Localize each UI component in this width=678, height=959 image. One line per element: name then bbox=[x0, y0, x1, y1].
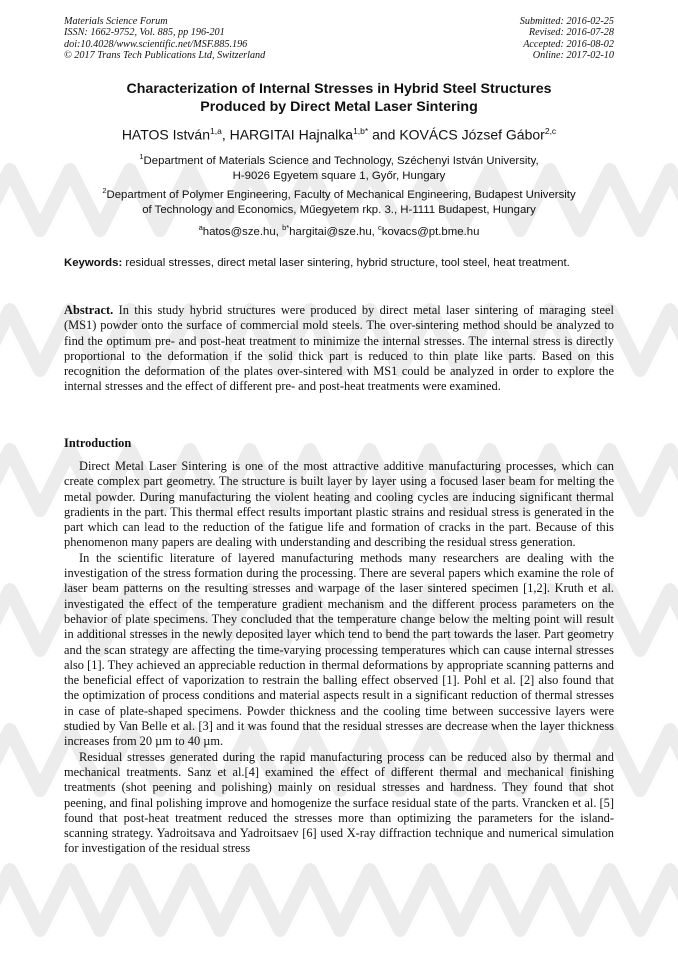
author-separator: and bbox=[368, 126, 400, 143]
keywords-label: Keywords: bbox=[64, 257, 123, 269]
author-name: HARGITAI Hajnalka bbox=[229, 126, 354, 143]
submission-dates bbox=[520, 16, 614, 62]
abstract bbox=[64, 303, 618, 395]
affiliation-number: 1 bbox=[139, 152, 144, 161]
keywords-text: residual stresses, direct metal laser sintering, hybrid structure, tool steel, heat treatment. bbox=[122, 257, 570, 269]
author-emails: $^a$hatos@sze.hu, $^{b*}$hargitai@sze.hu, $^c$kovacs@pt.bme.hu bbox=[198, 223, 480, 238]
author-list bbox=[64, 122, 614, 144]
abstract-label: Abstract. bbox=[64, 303, 114, 317]
author-name: KOVÁCS József Gábor bbox=[399, 126, 545, 143]
body-paragraph: Direct Metal Laser Sintering is one of the most attractive additive manufacturing processes, which can create complex part geometry. The structure is built layer by layer using a focused laser beam for melting the metal powder. During manufacturing the violent heating and cooling cycles are inducing significant thermal gradients in the part. This thermal effect results important plastic strains and residual stress is generated in the part which can lead to the reduction of the fatigue life and formation of cracks in the part. Because of this phenomenon many papers are dealing with understanding and describing the residual stress generation. bbox=[64, 459, 614, 550]
affiliation-number: 2 bbox=[102, 186, 107, 195]
email-sup: b* bbox=[282, 223, 290, 232]
email-link[interactable]: hargitai@sze.hu bbox=[289, 225, 372, 238]
author-affiliation-sup: 2,c bbox=[544, 126, 557, 136]
journal-doi: doi:10.4028/www.scientific.net/MSF.885.196 bbox=[64, 38, 248, 50]
affiliation-2 bbox=[64, 183, 614, 218]
author-separator: , bbox=[221, 126, 230, 143]
journal-info bbox=[64, 16, 265, 62]
journal-name: Materials Science Forum bbox=[64, 16, 168, 27]
introduction-body bbox=[64, 459, 614, 857]
author-affiliation-sup: 1,a bbox=[210, 126, 222, 136]
date-online: Online: 2017-02-10 bbox=[532, 50, 614, 62]
journal-issn: ISSN: 1662-9752, Vol. 885, pp 196-201 bbox=[64, 27, 225, 39]
date-accepted: Accepted: 2016-08-02 bbox=[523, 38, 614, 50]
paper-title bbox=[64, 80, 614, 116]
affiliation-address: H-9026 Egyetem square 1, Győr, Hungary bbox=[232, 169, 446, 182]
body-paragraph: In the scientific literature of layered manufacturing methods many researchers are dealing with the investigation of the stress formation during the processing. There are several papers which examine the role of laser beam patterns on the resulting stresses and warpage of the laser sintered specimen [1,2]. Kruth et al. investigated the effect of the temperature gradient mechanism and the different process parameters on the behavior of plate specimens. They concluded that the temperature change below the melting point will result in additional stresses in the newly deposited layer which tend to bend the part towards the laser. Part geometry and the scan strategy are affecting the time-varying processing temperatures which can cause internal stresses also [1]. They achieved an appreciable reduction in thermal deformations by appropriate scanning patterns and the beneficial effect of vaporization to restrain the balling effect observed [1]. Pohl et al. [2] also found that the optimization of process conditions and material aspects result in a significant reduction of thermal stresses in case of plate-shaped specimens. Powder thickness and the cooling time between successive layers were studied by Van Belle et al. [3] and it was found that the residual stresses are decrease when the layer thickness increases from 20 µm to 40 µm. bbox=[64, 550, 614, 749]
title-line-1: Characterization of Internal Stresses in Hybrid Steel Structures bbox=[126, 81, 552, 97]
section-heading-introduction: Introduction bbox=[64, 436, 132, 450]
email-link[interactable]: hatos@sze.hu bbox=[202, 225, 276, 238]
email-sup: c bbox=[378, 223, 382, 232]
title-line-2: Produced by Direct Metal Laser Sintering bbox=[200, 99, 478, 115]
abstract-text: In this study hybrid structures were produced by direct metal laser sintering of maraging steel (MS1) powder onto the surface of commercial mold steels. The over-sintering method should be analyzed to find the optimum pre- and post-heat treatment to minimize the internal stresses. The internal stress is directly proportional to the deformation if the solid thick part is reduced to thin plate like parts. Based on this recognition the deformation of the plates over-sintered with MS1 could be analyzed in order to explore the internal stresses and the effect of different pre- and post-heat treatments were examined. bbox=[64, 303, 618, 394]
body-paragraph: Residual stresses generated during the rapid manufacturing process can be reduced also by thermal and mechanical treatments. Sanz et al.[4] examined the effect of different thermal and mechanical finishing treatments (shot peening and polishing) mainly on residual stresses and hardness. They found that shot peening, and final polishing improve and homogenize the surface residual state of the parts. Vrancken et al. [5] found that post-heat treatment reduced the stresses more than optimizing the parameters for the island-scanning strategy. Yadroitsava and Yadroitsaev [6] used X-ray diffraction technique and numerical simulation for investigation of the residual stress bbox=[64, 749, 614, 856]
affiliation-text: Department of Polymer Engineering, Faculty of Mechanical Engineering, Budapest University bbox=[106, 188, 576, 201]
watermark-stroke bbox=[0, 870, 678, 930]
author-affiliation-sup: 1,b* bbox=[353, 126, 369, 136]
affiliation-address: of Technology and Economics, Műegyetem rkp. 3., H-1111 Budapest, Hungary bbox=[142, 203, 536, 216]
affiliation-text: Department of Materials Science and Technology, Széchenyi István University, bbox=[143, 154, 539, 167]
email-link[interactable]: kovacs@pt.bme.hu bbox=[381, 225, 480, 238]
date-revised: Revised: 2016-07-28 bbox=[528, 27, 614, 39]
date-submitted: Submitted: 2016-02-25 bbox=[519, 16, 614, 27]
email-sup: a bbox=[198, 223, 203, 232]
author-name: HATOS István bbox=[121, 126, 210, 143]
journal-copyright: © 2017 Trans Tech Publications Ltd, Switzerland bbox=[64, 50, 266, 62]
affiliation-1 bbox=[64, 149, 614, 184]
keywords bbox=[64, 256, 614, 271]
